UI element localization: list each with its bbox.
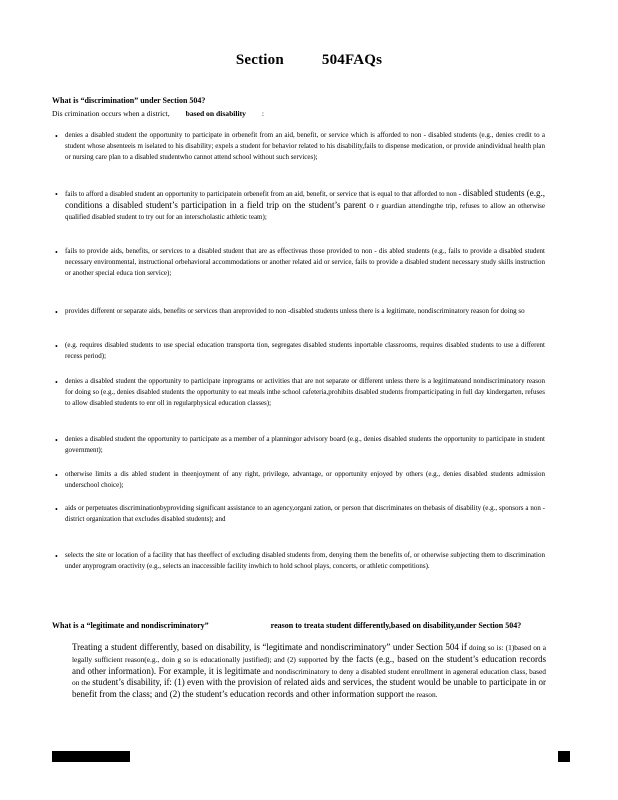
title-word-faqs: 504FAQs	[321, 52, 383, 68]
list-item: otherwise limits a dis abled student in theenjoyment of any right, privilege, advantage, or opportunity enjoyed by others (e.g., denies disabled students admission underschool choice);	[65, 470, 545, 489]
list-item-text: r guardian attendingthe trip, refuses to allow an otherwise qualified disabled student to try out for an interscholastic athletic team);	[65, 202, 545, 221]
answer-line: doing so is: (1)based on a legally sufficient reason(e.g., doin g so is educationally justified); and (2) supported	[72, 643, 546, 664]
question-1-intro	[52, 108, 322, 119]
list-item: aids or perpetuates discriminationbyproviding significant assistance to an agency,organi zation, or person that discriminates on thebasis of disability (e.g., sponsors a non - district organization that excludes disabled students); and	[65, 504, 545, 523]
intro-emphasis: based on disability	[185, 109, 246, 118]
list-item: denies a disabled student the opportunity to participate in orbenefit from an aid, benefit, or service which is afforded to non - disabled students (e.g., denies credit to a student whose absenteeis m iselated to his disability; expels a student for behavior related to his disability,fails to dispense medication, or provide anindividual health plan or nursing care plan to a disabled studentwho cannot attend school without such services);	[65, 131, 545, 161]
question-2	[52, 620, 522, 631]
answer-line: student’s disability, if: (1) even with the provision of related aids and services, the student would be unable to participate in or benefit from the class; and (2) the student’s education records and other information support	[72, 677, 546, 700]
bullet-marker: •	[55, 342, 58, 351]
bullet-marker: •	[55, 552, 58, 561]
answer-line: Treating a student differently, based on disability, is “legitimate and nondiscriminatory” under Section 504 if	[72, 642, 467, 652]
bullet-marker: •	[55, 248, 58, 257]
question-2-answer	[72, 642, 546, 701]
bullet-marker: •	[55, 308, 58, 317]
answer-line: and nondiscriminatory to deny a disabled student enrollment in ageneral education class, based on the	[72, 666, 546, 688]
question-2-part-b: reason to treata student differently,based on disability,under Section 504?	[270, 621, 522, 630]
question-1: What is “discrimination” under Section 504?	[52, 96, 206, 105]
answer-line: by the facts (e.g., based on the student’s education records and other information). For example, it is legitimate	[72, 653, 546, 676]
bullet-marker: •	[55, 378, 58, 387]
list-item: denies a disabled student the opportunity to participate inprograms or activities that are not separate or different unless there is a legitimateand nondiscriminatory reason for doing so (e.g., denies disabled students the opportunity to eat meals inthe school cafeteria,prohibits disabled students fromparticipating in full day kindergarten, refuses to allow disabled students to enr oll in regularphysical education classes);	[65, 377, 545, 407]
bullet-marker: •	[55, 505, 58, 514]
intro-colon: :	[261, 109, 264, 118]
bullet-marker: •	[55, 132, 58, 141]
footer-black-square	[558, 751, 570, 762]
list-item	[65, 188, 545, 223]
list-item: (e.g. requires disabled students to use special education transporta tion, segregates disabled students inportable classrooms, requires disabled students to use a different recess period);	[65, 341, 545, 360]
list-item: denies a disabled student the opportunity to participate as a member of a planningor advisory board (e.g., denies disabled students the opportunity to participate in student government);	[65, 435, 545, 454]
intro-text: Dis crimination occurs when a district,	[52, 109, 170, 118]
page-title	[0, 52, 618, 69]
list-item: provides different or separate aids, benefits or services than areprovided to non -disabled students unless there is a legitimate, nondiscriminatory reason for doing so	[65, 307, 525, 315]
list-item: fails to provide aids, benefits, or services to a disabled student that are as effectiveas those provided to non - dis abled students (e.g., fails to provide a disabled student necessary environmental, instructional orbehavioral accommodations or another related aid or service, fails to provide a disabled student necessary study skills instruction or another special educa tion service);	[65, 247, 545, 277]
title-word-section: Section	[235, 52, 284, 68]
list-item: selects the site or location of a facility that has theeffect of excluding disabled students from, denying them the benefits of, or otherwise subjecting them to discrimination under anyprogram oractivity (e.g., selects an inaccessible facility inwhich to hold school plays, concerts, or athletic competitions).	[65, 551, 545, 570]
list-item-text: fails to afford a disabled student an opportunity to participatein orbenefit from an aid, benefit, or service that is equal to that afforded to non -	[65, 190, 461, 198]
answer-line: the reason.	[405, 690, 438, 700]
bullet-marker: •	[55, 436, 58, 445]
bullet-marker: •	[55, 190, 58, 199]
question-2-part-a: What is a “legitimate and nondiscriminatory”	[52, 621, 209, 630]
footer-black-bar	[52, 751, 130, 762]
bullet-marker: •	[55, 471, 58, 480]
list-item-text-large: disabled students (e.g., conditions a disabled student’s participation in a field trip on the student’s parent o	[65, 188, 545, 210]
